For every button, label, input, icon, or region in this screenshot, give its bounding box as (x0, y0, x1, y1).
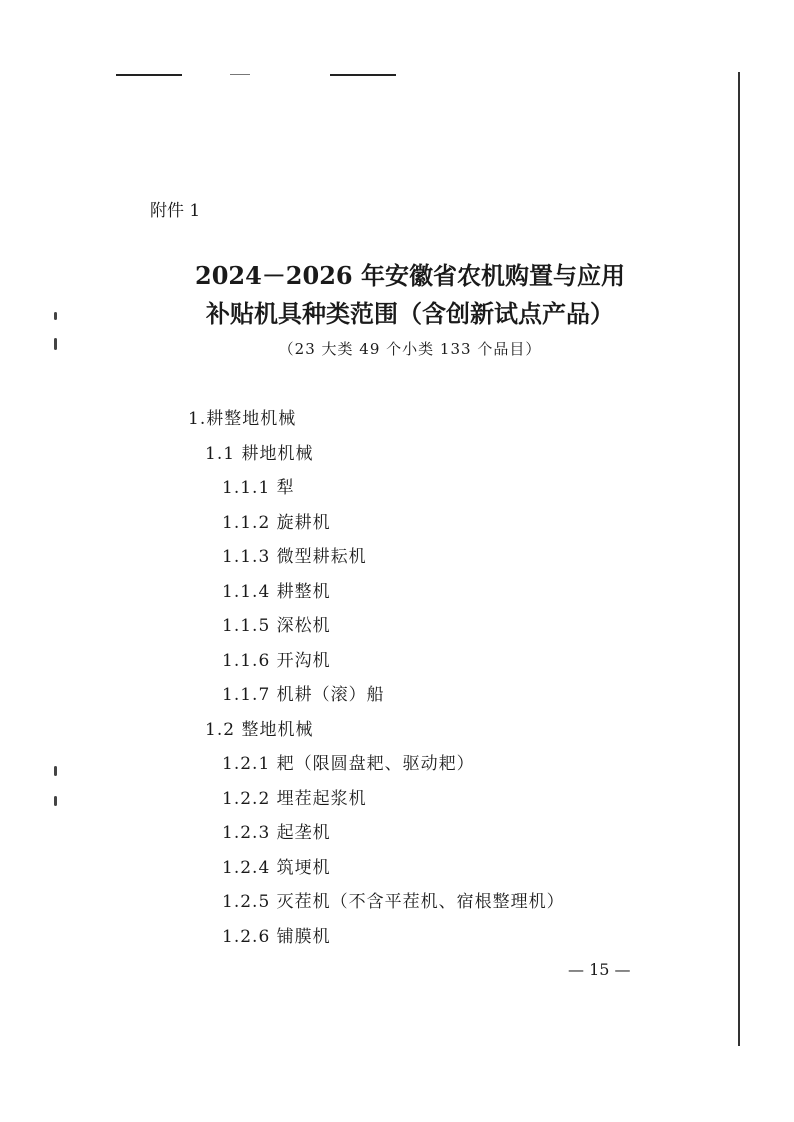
header-rule-left (116, 74, 182, 76)
page-edge-line (738, 72, 740, 1046)
scan-mark (54, 338, 57, 350)
list-item: 1.1.7 机耕（滚）船 (222, 685, 385, 705)
list-item: 1.1.1 犁 (222, 478, 295, 498)
attachment-label: 附件 1 (150, 201, 201, 221)
header-rule-right (330, 74, 396, 76)
document-title-line-2: 补贴机具种类范围（含创新试点产品） (206, 299, 614, 328)
list-item: 1.2.1 耙（限圆盘耙、驱动耙） (222, 754, 475, 774)
list-item: 1.2.4 筑埂机 (222, 857, 331, 878)
list-item: 1.1.6 开沟机 (222, 650, 331, 671)
list-item: 1.2.5 灭茬机（不含平茬机、宿根整理机） (222, 892, 565, 912)
header-rule-dots (230, 74, 250, 75)
document-subtitle: （23 大类 49 个小类 133 个品目） (278, 340, 542, 358)
list-item: 1.2.2 埋茬起浆机 (222, 788, 367, 809)
list-item: 1.1.3 微型耕耘机 (222, 547, 367, 567)
subcategory-heading: 1.1 耕地机械 (205, 443, 314, 464)
document-title-line-1: 2024－2026 年安徽省农机购置与应用 (195, 261, 625, 290)
scan-mark (54, 796, 57, 806)
list-item: 1.2.3 起垄机 (222, 823, 331, 843)
list-item: 1.2.6 铺膜机 (222, 926, 331, 947)
category-heading: 1.耕整地机械 (188, 409, 297, 429)
page-number: — 15 — (568, 960, 631, 979)
list-item: 1.1.5 深松机 (222, 616, 331, 636)
scan-mark (54, 766, 57, 776)
scan-mark (54, 312, 57, 320)
list-item: 1.1.4 耕整机 (222, 581, 331, 602)
subcategory-heading: 1.2 整地机械 (205, 719, 314, 740)
list-item: 1.1.2 旋耕机 (222, 512, 331, 533)
